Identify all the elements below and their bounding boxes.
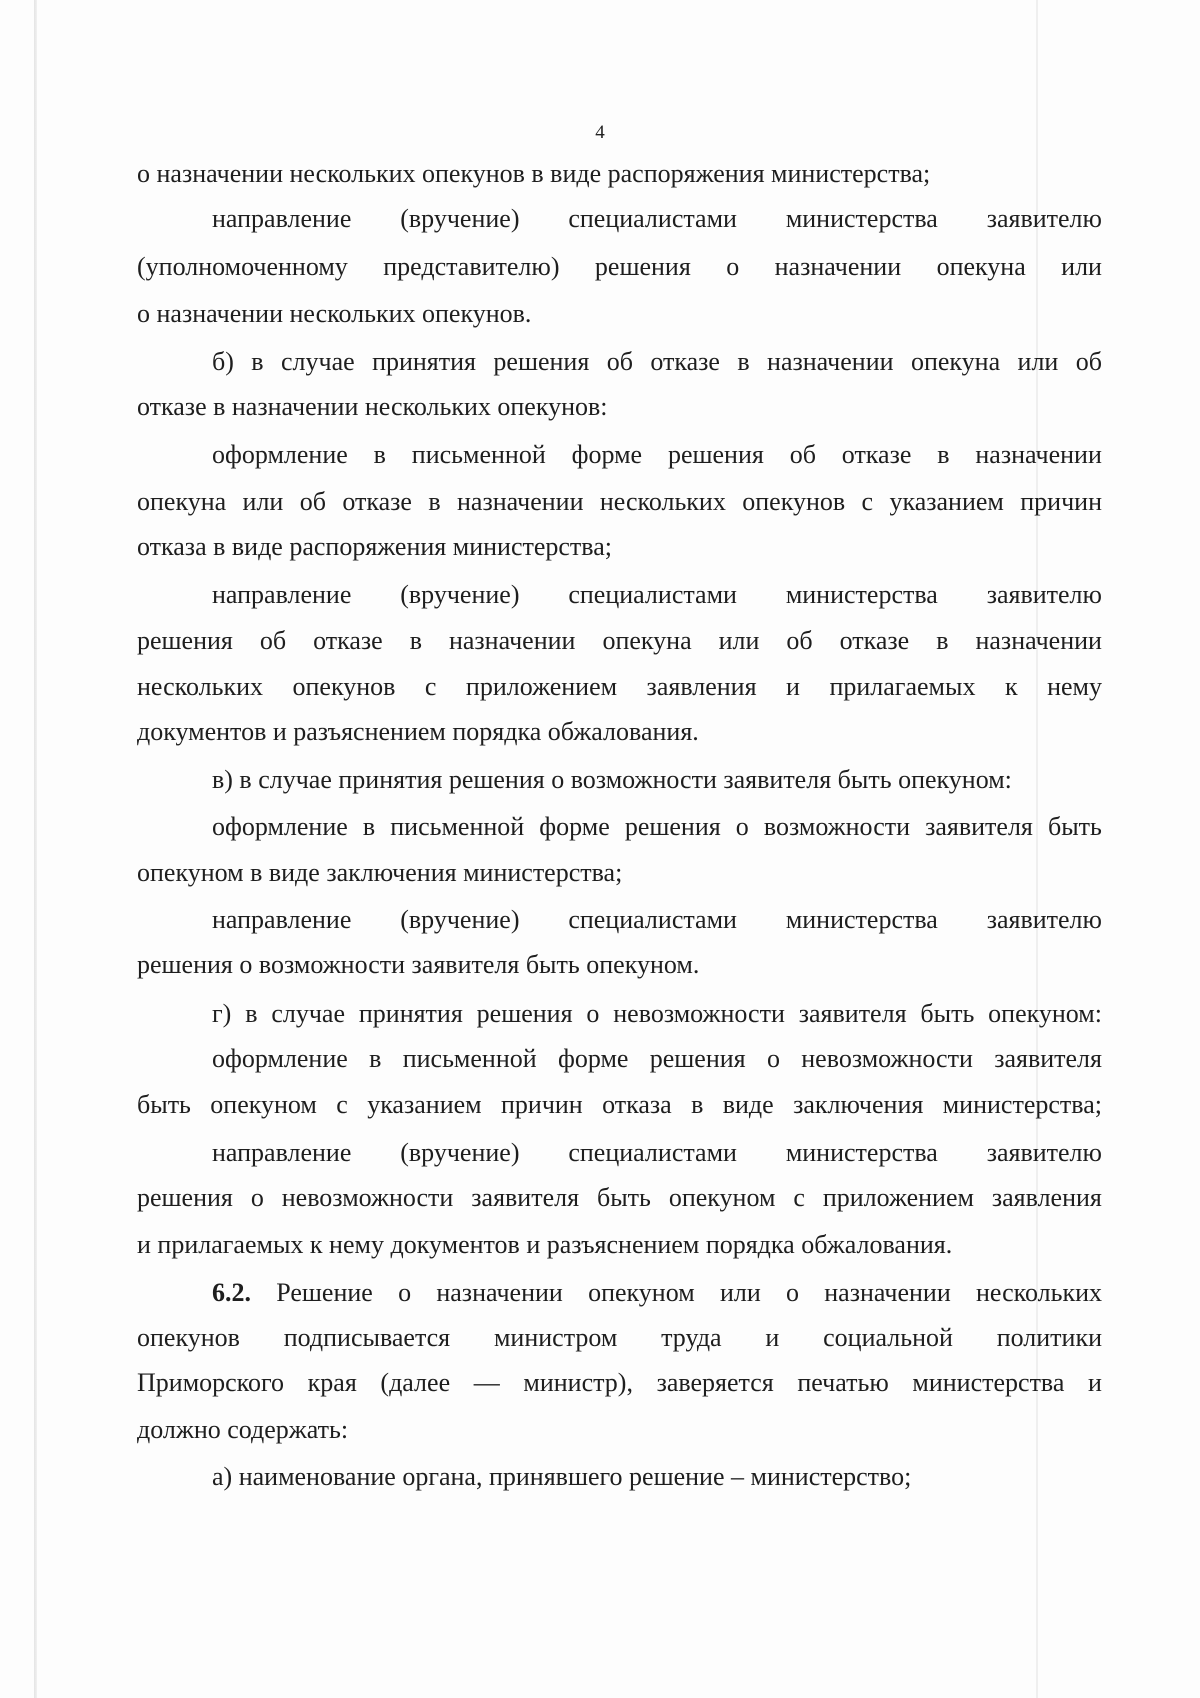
text-word: г)	[212, 999, 232, 1028]
text-word: о	[726, 252, 740, 281]
text-word: решения	[667, 440, 764, 469]
text-word: специалистами	[568, 1138, 737, 1167]
text-line	[137, 1407, 1102, 1453]
text-word: с	[424, 672, 437, 701]
text-word: приложением	[465, 672, 618, 701]
text-word: об	[789, 440, 816, 469]
text-word: в	[428, 487, 441, 516]
text-word: или	[1017, 347, 1059, 376]
text-line	[137, 524, 1102, 570]
text-word: письменной	[402, 1044, 537, 1073]
text-word: назначении	[767, 347, 894, 376]
text-word: письменной	[390, 812, 525, 841]
text-word: письменной	[411, 440, 546, 469]
text-word: решения	[137, 626, 233, 655]
text-word: оформление	[212, 812, 348, 841]
text-word: решения о возможности заявителя быть опекуном.	[137, 950, 700, 979]
text-word: решения	[493, 347, 590, 376]
text-word: министерства	[785, 580, 938, 609]
text-word: министерства	[785, 1138, 938, 1167]
text-word: случае	[271, 999, 345, 1028]
text-word: политики	[996, 1323, 1102, 1352]
text-line	[212, 897, 1102, 943]
text-word: министром	[493, 1323, 618, 1352]
text-word: б)	[212, 347, 234, 376]
text-line	[212, 432, 1102, 478]
text-word: документов и разъяснением порядка обжалования.	[137, 717, 699, 746]
text-word: решения	[476, 999, 573, 1028]
text-word: заявителя	[994, 1044, 1102, 1073]
text-word: причин	[1020, 487, 1102, 516]
text-word: о назначении нескольких опекунов.	[137, 299, 532, 328]
text-line	[137, 709, 1102, 755]
text-word: быть	[596, 1183, 651, 1212]
text-word: опекуном	[588, 1278, 695, 1307]
text-word: опекунов	[742, 487, 846, 516]
text-word: оформление	[212, 440, 348, 469]
text-word: направление	[212, 1138, 352, 1167]
text-word: решения	[624, 812, 721, 841]
text-word: (вручение)	[400, 580, 520, 609]
text-word: с	[793, 1183, 805, 1212]
text-word: заявителя	[925, 812, 1033, 841]
text-word: заявителя	[798, 999, 907, 1028]
text-line	[212, 991, 1102, 1037]
text-word: отказа	[602, 1090, 672, 1119]
text-word: (вручение)	[400, 204, 520, 233]
text-line	[137, 1175, 1102, 1221]
text-word: представителю)	[383, 252, 560, 281]
text-word: Приморского	[137, 1368, 285, 1397]
text-line	[137, 479, 1102, 525]
text-word: заявления	[646, 672, 757, 701]
text-word: виде	[722, 1090, 774, 1119]
text-line	[212, 572, 1102, 618]
text-word: указанием	[367, 1090, 482, 1119]
text-word: быть	[137, 1090, 191, 1119]
text-line	[137, 1315, 1102, 1361]
text-word: в	[937, 440, 950, 469]
text-line	[212, 1036, 1102, 1082]
text-word: отказе в назначении нескольких опекунов:	[137, 392, 608, 421]
text-word: отказа в виде распоряжения министерства;	[137, 532, 612, 561]
text-word: в	[691, 1090, 704, 1119]
text-word: опекуном:	[988, 999, 1102, 1028]
text-line	[137, 942, 1102, 988]
text-word: о	[766, 1044, 780, 1073]
text-word: направление	[212, 580, 352, 609]
text-word: о	[735, 812, 749, 841]
text-word: форме	[571, 440, 643, 469]
text-word: 6.2.	[212, 1278, 251, 1307]
text-word: и	[765, 1323, 780, 1352]
text-line	[212, 196, 1102, 242]
text-word: специалистами	[568, 905, 737, 934]
text-word: специалистами	[568, 204, 737, 233]
text-word: быть	[1047, 812, 1102, 841]
text-word: или	[1061, 252, 1102, 281]
text-line	[137, 1360, 1102, 1406]
text-line	[137, 618, 1102, 664]
text-word: об	[299, 487, 326, 516]
text-line	[212, 1270, 1102, 1316]
text-word: назначении	[456, 487, 584, 516]
text-word: отказе	[650, 347, 720, 376]
text-word: нему	[1047, 672, 1102, 701]
text-word: решения	[649, 1044, 746, 1073]
text-word: в	[251, 347, 264, 376]
text-word: нескольких	[599, 487, 726, 516]
text-line	[212, 339, 1102, 385]
text-word: должно содержать:	[137, 1415, 349, 1444]
text-word: (уполномоченному	[137, 252, 348, 281]
text-word: о	[586, 999, 600, 1028]
text-word: заявителю	[986, 1138, 1102, 1167]
text-word: опекуна	[910, 347, 1001, 376]
text-word: в	[373, 440, 386, 469]
text-word: быть	[920, 999, 975, 1028]
text-word: опекунов	[137, 1323, 240, 1352]
text-word: и	[1088, 1368, 1102, 1397]
text-word: с	[861, 487, 874, 516]
text-word: опекуном	[668, 1183, 776, 1212]
text-word: возможности	[763, 812, 911, 841]
text-word: назначении	[975, 626, 1102, 655]
text-word: опекуна	[137, 487, 227, 516]
text-word: опекуна	[602, 626, 692, 655]
text-word: заявления	[991, 1183, 1102, 1212]
text-word: (вручение)	[400, 905, 520, 934]
text-word: о назначении нескольких опекунов в виде распоряжения министерства;	[137, 159, 931, 188]
text-word: случае	[280, 347, 355, 376]
text-word: назначении	[436, 1278, 563, 1307]
text-word: решения	[137, 1183, 233, 1212]
text-word: и	[786, 672, 800, 701]
text-word: подписывается	[283, 1323, 451, 1352]
text-word: назначении	[774, 252, 902, 281]
text-word: в	[369, 1044, 382, 1073]
text-word: об	[1075, 347, 1102, 376]
text-line	[212, 1454, 1102, 1500]
text-word: (далее	[380, 1368, 451, 1397]
text-word: министерства	[912, 1368, 1065, 1397]
text-word: указанием	[889, 487, 1004, 516]
text-line	[137, 1082, 1102, 1128]
text-word: о	[398, 1278, 412, 1307]
text-word: а) наименование органа, принявшего решение – министерство;	[212, 1462, 912, 1491]
text-word: принятия	[358, 999, 463, 1028]
text-word: труда	[661, 1323, 722, 1352]
text-word: министр),	[523, 1368, 633, 1397]
text-word: (вручение)	[400, 1138, 520, 1167]
text-word: направление	[212, 204, 352, 233]
text-word: заявителю	[986, 580, 1102, 609]
text-word: об	[259, 626, 287, 655]
text-word: оформление	[212, 1044, 348, 1073]
text-line	[137, 1222, 1102, 1268]
text-word: в	[362, 812, 376, 841]
text-line	[212, 757, 1102, 803]
text-line	[212, 1130, 1102, 1176]
text-word: министерства;	[942, 1090, 1102, 1119]
text-word: или	[718, 626, 760, 655]
text-word: опекуном в виде заключения министерства;	[137, 858, 623, 887]
text-line	[137, 664, 1102, 710]
text-word: министерства	[785, 204, 938, 233]
text-word: и прилагаемых к нему документов и разъяснением порядка обжалования.	[137, 1230, 953, 1259]
text-word: решения	[594, 252, 691, 281]
text-word: опекунов	[292, 672, 396, 701]
text-word: в	[737, 347, 750, 376]
text-word: Решение	[276, 1278, 373, 1307]
text-line	[137, 151, 1102, 197]
text-word: в) в случае принятия решения о возможности заявителя быть опекуном:	[212, 765, 1012, 794]
text-word: края	[307, 1368, 357, 1397]
text-word: нескольких	[976, 1278, 1102, 1307]
text-line	[212, 804, 1102, 850]
text-word: или	[719, 1278, 761, 1307]
text-word: специалистами	[568, 580, 737, 609]
text-word: приложением	[822, 1183, 974, 1212]
text-word: печатью	[797, 1368, 889, 1397]
text-word: нескольких	[137, 672, 263, 701]
text-word: отказе	[342, 487, 412, 516]
text-word: опекуна	[936, 252, 1026, 281]
text-word: в	[936, 626, 949, 655]
text-word: в	[409, 626, 422, 655]
text-word: социальной	[823, 1323, 953, 1352]
text-word: к	[1004, 672, 1018, 701]
text-word: в	[245, 999, 258, 1028]
text-word: об	[606, 347, 633, 376]
text-word: назначении	[824, 1278, 951, 1307]
text-word: форме	[539, 812, 610, 841]
text-word: с	[336, 1090, 348, 1119]
text-line	[137, 244, 1102, 290]
text-word: направление	[212, 905, 352, 934]
text-word: опекуном	[210, 1090, 317, 1119]
page-number: 4	[595, 122, 605, 143]
text-word: или	[242, 487, 284, 516]
text-word: об	[786, 626, 813, 655]
text-word: невозможности	[613, 999, 785, 1028]
text-line	[137, 850, 1102, 896]
text-word: —	[473, 1368, 500, 1397]
text-line	[137, 291, 1102, 337]
text-word: о	[786, 1278, 799, 1307]
text-word: отказе	[313, 626, 383, 655]
text-word: причин	[500, 1090, 583, 1119]
text-word: о	[250, 1183, 264, 1212]
text-word: назначении	[975, 440, 1102, 469]
text-word: назначении	[448, 626, 576, 655]
text-word: заключения	[793, 1090, 924, 1119]
text-word: заявителю	[986, 204, 1102, 233]
text-word: заявителя	[471, 1183, 580, 1212]
text-word: принятия	[372, 347, 476, 376]
text-word: невозможности	[801, 1044, 973, 1073]
text-word: отказе	[841, 440, 912, 469]
text-word: заверяется	[656, 1368, 774, 1397]
text-word: прилагаемых	[829, 672, 976, 701]
text-word: заявителю	[986, 905, 1102, 934]
scan-edge-left	[34, 0, 37, 1698]
text-word: отказе	[839, 626, 910, 655]
text-word: невозможности	[281, 1183, 454, 1212]
text-line	[137, 384, 1102, 430]
text-word: форме	[557, 1044, 629, 1073]
text-word: министерства	[785, 905, 938, 934]
